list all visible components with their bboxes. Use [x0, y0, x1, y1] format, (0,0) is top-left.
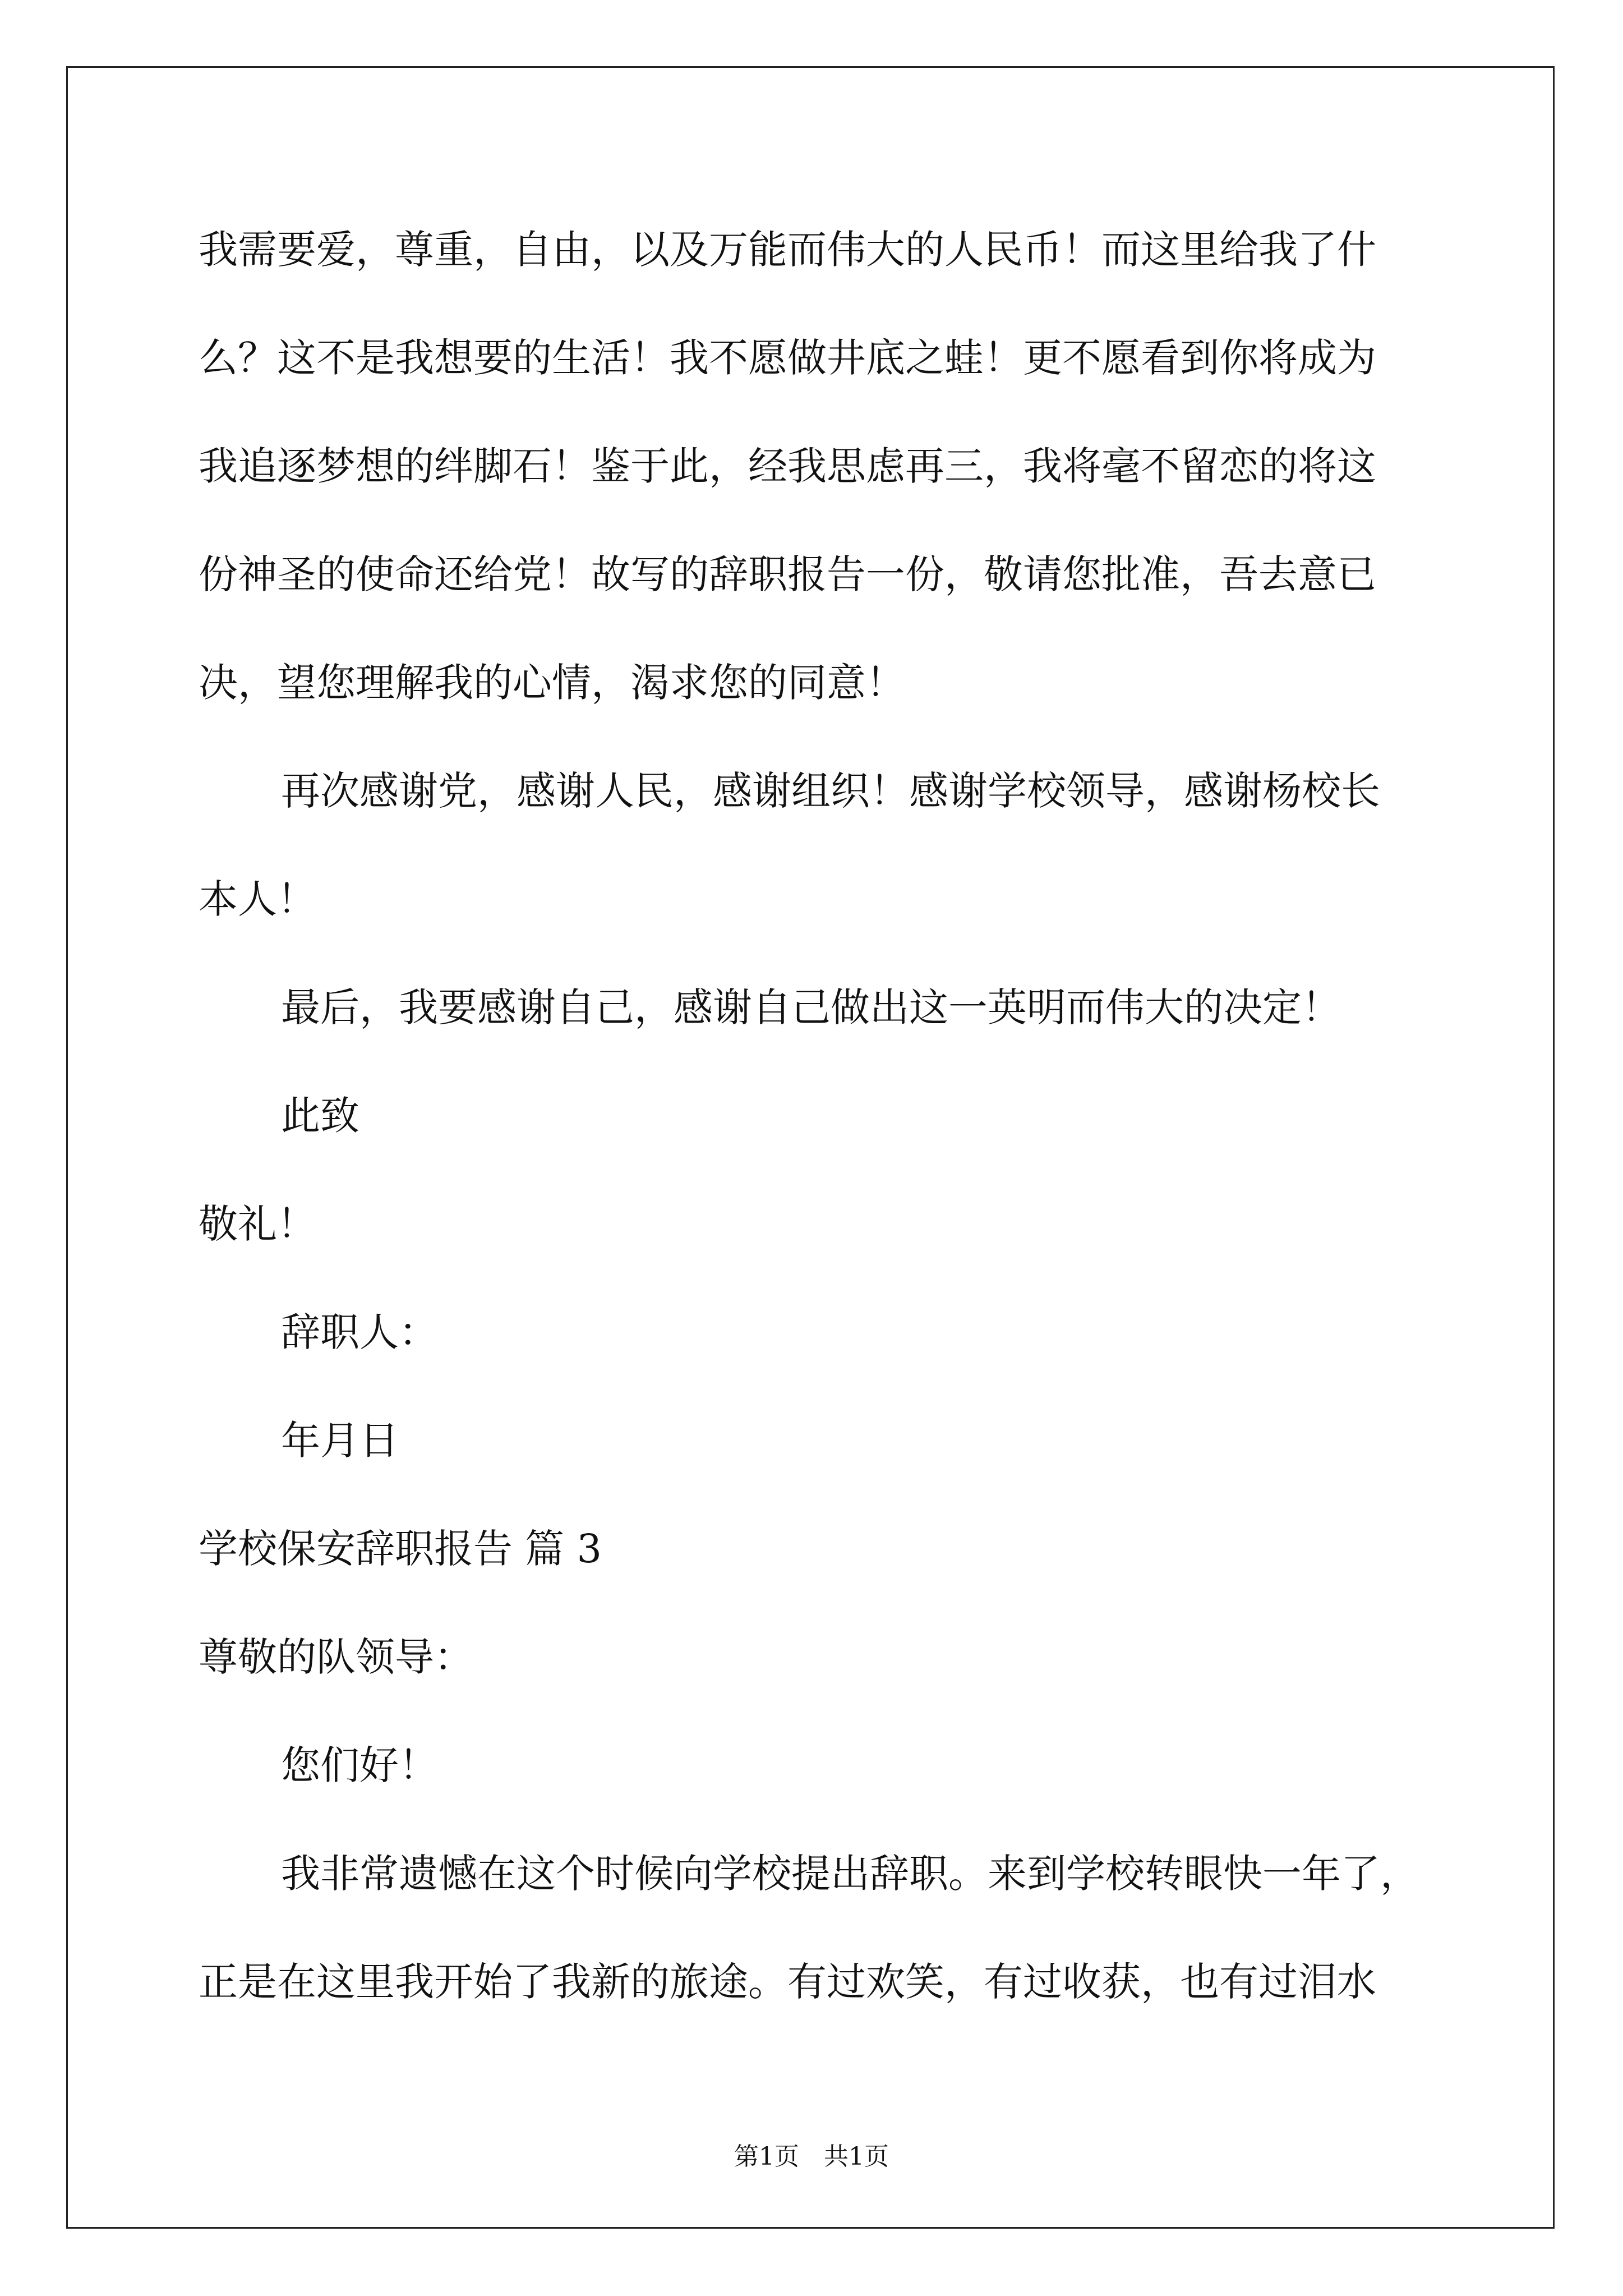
- text-line: 年月日: [281, 1418, 399, 1464]
- section-heading: 学校保安辞职报告 篇 3: [199, 1526, 602, 1572]
- text-line: 我追逐梦想的绊脚石！鉴于此，经我思虑再三，我将毫不留恋的将这: [199, 443, 1376, 489]
- text-line: 决，望您理解我的心情，渴求您的同意！: [199, 660, 905, 706]
- text-line: 我非常遗憾在这个时候向学校提出辞职。来到学校转眼快一年了，: [281, 1851, 1419, 1897]
- text-line: 最后，我要感谢自己，感谢自己做出这一英明而伟大的决定！: [281, 984, 1341, 1030]
- text-line: 再次感谢党，感谢人民，感谢组织！感谢学校领导，感谢杨校长: [281, 768, 1380, 814]
- text-line: 正是在这里我开始了我新的旅途。有过欢笑，有过收获，也有过泪水: [199, 1959, 1376, 2005]
- page-footer: 第1页 共1页: [734, 2142, 889, 2171]
- text-line: 辞职人：: [281, 1309, 438, 1355]
- page-border: [66, 66, 1555, 2229]
- text-line: 您们好！: [281, 1742, 438, 1788]
- text-line: 么？这不是我想要的生活！我不愿做井底之蛙！更不愿看到你将成为: [199, 335, 1376, 381]
- text-line: 本人！: [199, 876, 316, 922]
- text-line: 尊敬的队领导：: [199, 1634, 473, 1680]
- text-line: 份神圣的使命还给党！故写的辞职报告一份，敬请您批准，吾去意已: [199, 551, 1376, 597]
- text-line: 敬礼！: [199, 1201, 316, 1247]
- text-line: 此致: [281, 1093, 359, 1139]
- text-line: 我需要爱，尊重，自由，以及万能而伟大的人民币！而这里给我了什: [199, 227, 1376, 273]
